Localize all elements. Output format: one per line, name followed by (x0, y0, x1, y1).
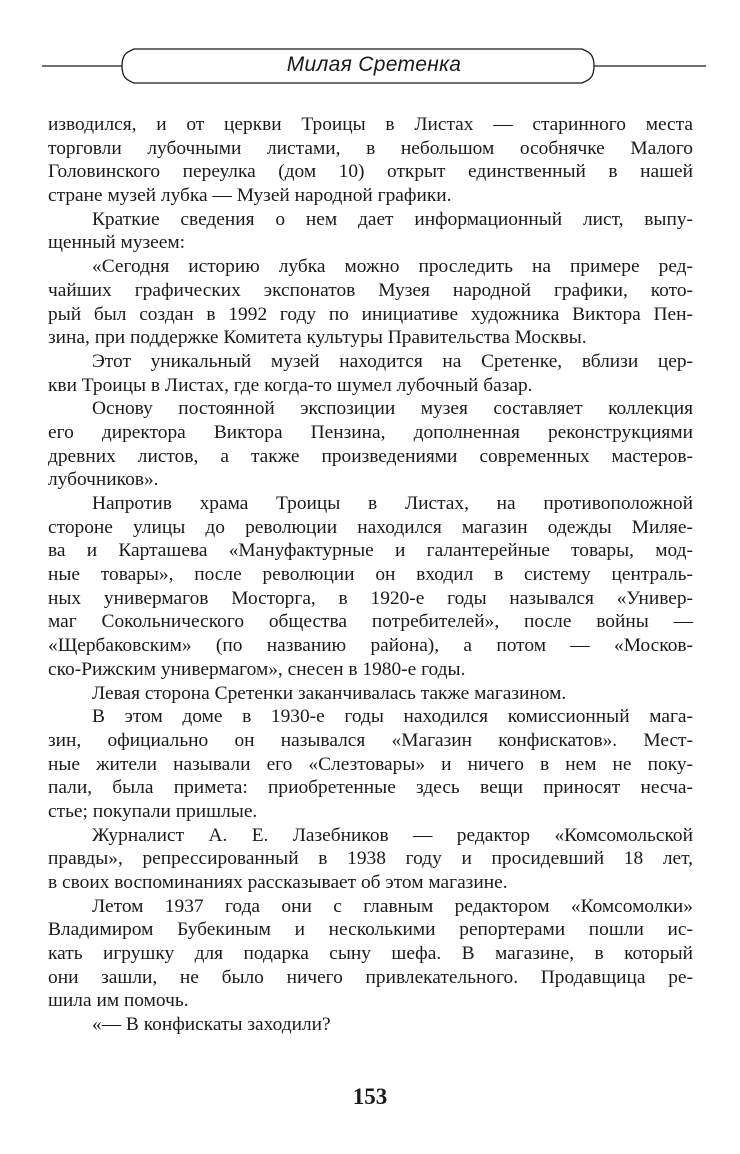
text-line: древних листов, а также произведениями современных мастеров- (48, 445, 693, 467)
text-line: торговли лубочными листами, в небольшом особнячке Малого (48, 137, 693, 159)
text-line: кви Троицы в Листах, где когда-то шумел лубочный базар. (48, 374, 533, 396)
text-line: зин, официально он назывался «Магазин конфискатов». Мест- (48, 729, 693, 751)
text-line: стье; покупали пришлые. (48, 800, 258, 822)
running-header (42, 42, 706, 92)
page-number: 153 (352, 1084, 388, 1109)
text-line: маг Сокольнического общества потребителей», после войны — (48, 611, 693, 633)
text-line: ва и Карташева «Мануфактурные и галантерейные товары, мод- (48, 540, 693, 562)
text-line: ных универмагов Мосторга, в 1920-е годы назывался «Универ- (48, 587, 693, 609)
text-line: Головинского переулка (дом 10) открыт единственный в нашей (48, 161, 693, 183)
text-line: чайших графических экспонатов Музея народной графики, кото- (48, 279, 693, 301)
text-line: они зашли, не было ничего привлекательного. Продавщица ре- (48, 966, 693, 988)
body-text (48, 113, 693, 1037)
text-line: Краткие сведения о нем дает информационный лист, выпу- (92, 208, 693, 230)
text-line: Летом 1937 года они с главным редактором «Комсомолки» (92, 895, 693, 917)
text-line: ско-Рижским универмагом», снесен в 1980-е годы. (48, 658, 466, 680)
text-line: стороне улицы до революции находился магазин одежды Миляе- (48, 516, 693, 538)
text-line: кать игрушку для подарка сыну шефа. В магазине, в который (48, 943, 693, 965)
text-line: его директора Виктора Пензина, дополненная реконструкциями (48, 421, 693, 443)
text-line: правды», репрессированный в 1938 году и просидевший 18 лет, (48, 848, 693, 870)
text-line: «Щербаковским» (по названию района), а потом — «Москов- (48, 635, 693, 657)
text-line: рый был создан в 1992 году по инициативе художника Виктора Пен- (48, 303, 693, 325)
text-line: ные жители называли его «Слезтовары» и ничего в нем не поку- (48, 753, 693, 775)
text-line: «— В конфискаты заходили? (92, 1014, 331, 1036)
text-line: Левая сторона Сретенки заканчивалась также магазином. (92, 682, 567, 704)
text-line: в своих воспоминаниях рассказывает об этом магазине. (48, 872, 508, 893)
text-line: стране музей лубка — Музей народной графики. (48, 185, 452, 207)
text-line: Основу постоянной экспозиции музея составляет коллекция (92, 398, 693, 420)
text-line: Этот уникальный музей находится на Сретенке, вблизи цер- (92, 350, 693, 372)
text-line: шила им помочь. (48, 990, 189, 1012)
text-line: Напротив храма Троицы в Листах, на противоположной (92, 493, 693, 514)
text-line: лубочников». (48, 469, 159, 491)
text-line: В этом доме в 1930-е годы находился комиссионный мага- (92, 706, 693, 728)
text-line: изводился, и от церкви Троицы в Листах — старинного места (48, 114, 693, 135)
header-title: Милая Сретенка (286, 53, 462, 76)
text-line: Владимиром Бубекиным и несколькими репортерами пошли ис- (48, 919, 693, 941)
text-line: Журналист А. Е. Лазебников — редактор «Комсомольской (92, 824, 693, 846)
text-line: ные товары», после революции он входил в систему централь- (48, 564, 693, 586)
text-line: «Сегодня историю лубка можно проследить на примере ред- (92, 256, 693, 278)
text-line: пали, была примета: приобретенные здесь вещи приносят несча- (48, 777, 693, 799)
text-line: зина, при поддержке Комитета культуры Правительства Москвы. (48, 327, 587, 349)
text-line: щенный музеем: (48, 232, 186, 254)
